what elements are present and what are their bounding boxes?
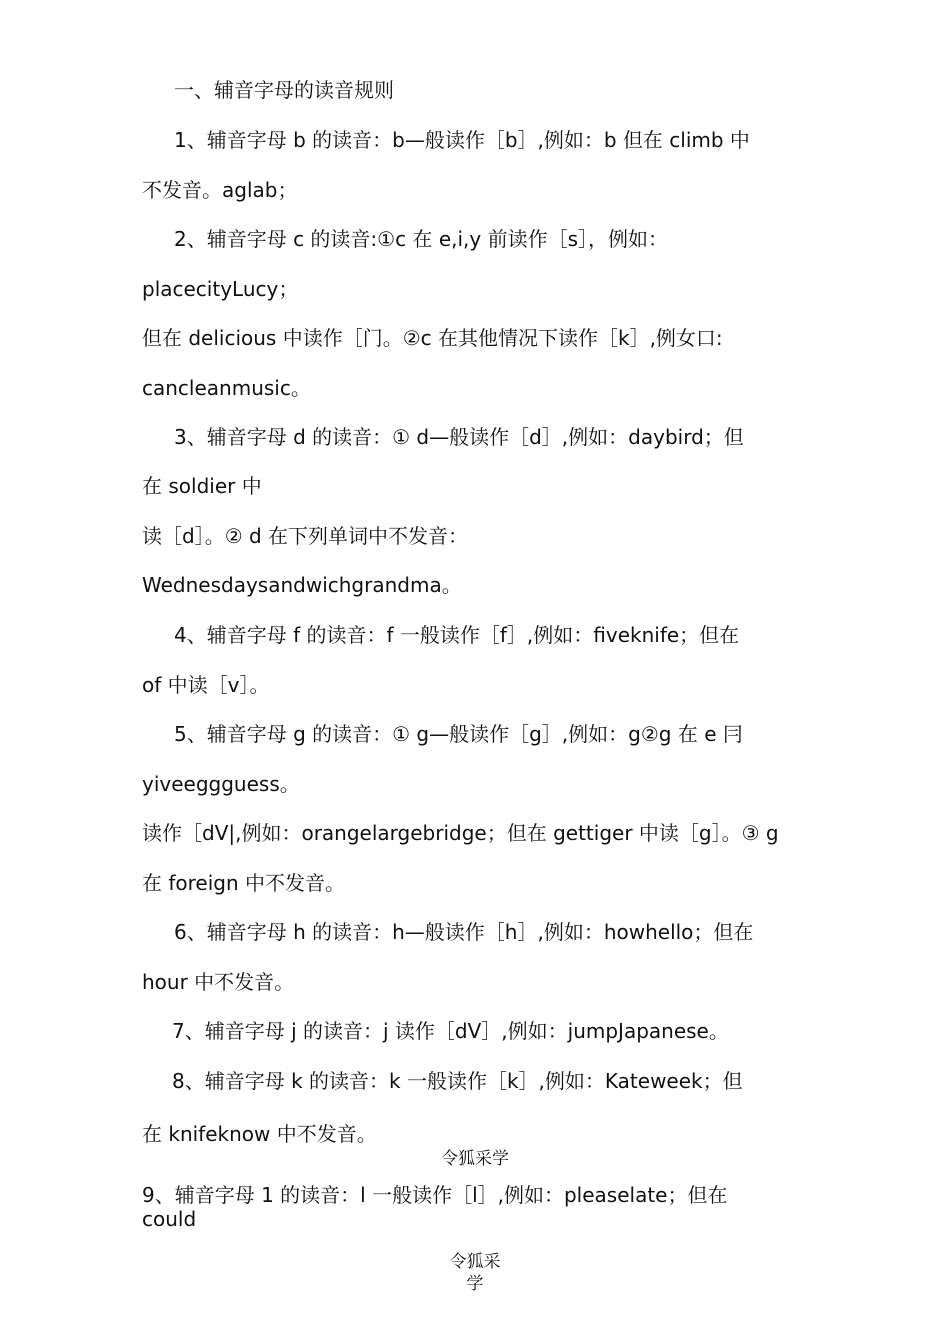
- text-line: 3、辅音字母 d 的读音：① d—般读作［d］,例如：daybird；但: [174, 425, 744, 449]
- text-line: Wednesdaysandwichgrandma。: [142, 573, 462, 597]
- text-line: 4、辅音字母 f 的读音：f 一般读作［f］,例如：fiveknife；但在: [174, 623, 740, 647]
- text-line: of 中读［v］。: [142, 673, 270, 697]
- text-line-part: could: [142, 1207, 197, 1231]
- text-line: 但在 delicious 中读作［门。②c 在其他情况下读作［k］,例女口:: [142, 326, 723, 350]
- text-line: cancleanmusic。: [142, 376, 311, 400]
- text-line: placecityLucy；: [142, 277, 299, 301]
- text-line-part: 9、辅音字母 1 的读音：l 一般读作［l］,例如：pleaselate；但在: [142, 1183, 728, 1207]
- text-line: 不发音。aglab；: [142, 178, 298, 202]
- text-line: hour 中不发音。: [142, 970, 295, 994]
- text-line: 5、辅音字母 g 的读音：① g—般读作［g］,例如：g②g 在 e 冃: [174, 722, 743, 746]
- page-footer: 令狐采学: [441, 1149, 509, 1169]
- text-line: 在 knifeknow 中不发音。: [142, 1122, 377, 1146]
- page-footer: 令狐采学: [449, 1252, 501, 1294]
- text-line: 读［d］。② d 在下列单词中不发音：: [142, 524, 469, 548]
- text-line: 在 soldier 中: [142, 474, 262, 498]
- text-line: 2、辅音字母 c 的读音:①c 在 e,i,y 前读作［s］，例如：: [174, 227, 669, 251]
- section-heading: 一、辅音字母的读音规则: [174, 78, 394, 102]
- text-line: [142, 1183, 728, 1231]
- text-line: 在 foreign 中不发音。: [142, 871, 346, 895]
- text-line: 1、辅音字母 b 的读音：b—般读作［b］,例如：b 但在 climb 中: [174, 128, 750, 152]
- text-line: 6、辅音字母 h 的读音：h—般读作［h］,例如：howhello；但在: [174, 920, 754, 944]
- text-line: 8、辅音字母 k 的读音：k 一般读作［k］,例如：Kateweek；但: [172, 1069, 743, 1093]
- text-line: yiveeggguess。: [142, 772, 300, 796]
- text-line: 7、辅音字母 j 的读音：j 读作［dV］,例如：jumpJapanese。: [172, 1019, 729, 1043]
- text-line: 读作［dV|,例如：orangelargebridge；但在 gettiger 中读［g］。③ g: [142, 821, 779, 845]
